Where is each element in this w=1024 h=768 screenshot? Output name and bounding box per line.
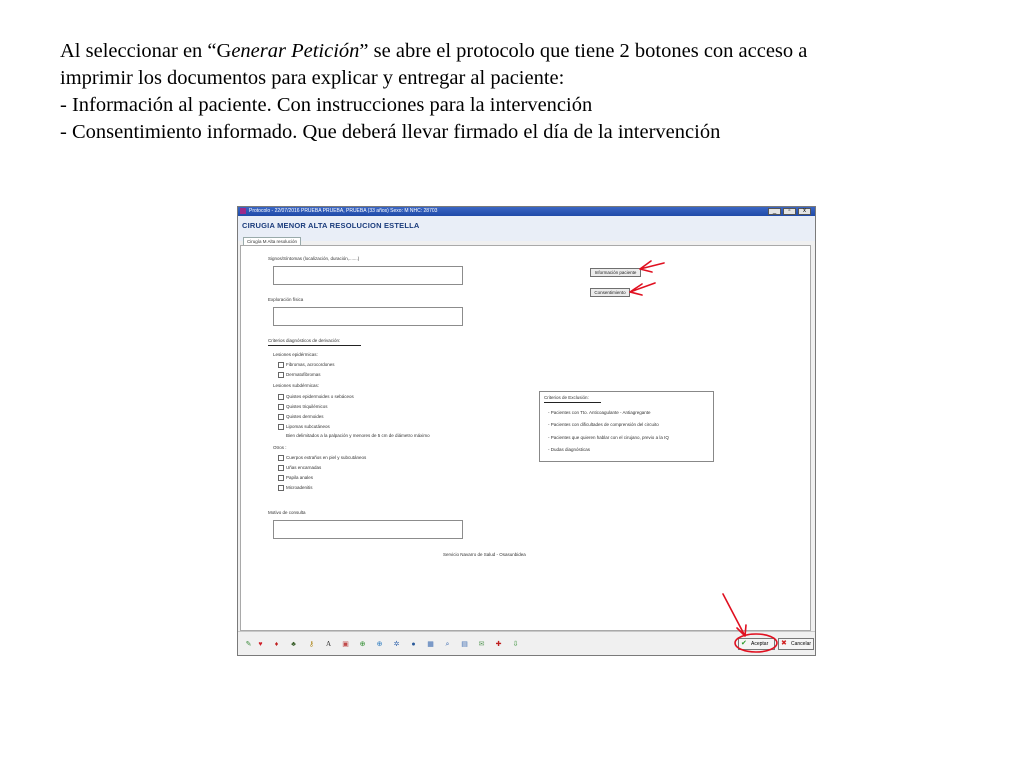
- item-fibromas: Fibromas, acrocordones: [286, 362, 335, 367]
- group-epidermicas: Lesiones epidérmicas:: [273, 352, 318, 357]
- exclusion-item: - Dudas diagnósticas: [548, 447, 591, 452]
- exploracion-input[interactable]: [273, 307, 463, 326]
- checkbox-lipomas[interactable]: [278, 424, 284, 430]
- heart-icon[interactable]: ♥: [258, 641, 263, 648]
- pencil-icon[interactable]: ✎: [245, 641, 252, 648]
- checkbox-dermatofibromas[interactable]: [278, 372, 284, 378]
- checkbox-quistes-dermoides[interactable]: [278, 414, 284, 420]
- checkbox-unas-encarnadas[interactable]: [278, 465, 284, 471]
- caption: [60, 38, 960, 146]
- tab-cirugia-menor[interactable]: Cirugía M Alta resolución: [243, 237, 301, 246]
- aceptar-label: Aceptar: [751, 641, 769, 647]
- title-bar[interactable]: [238, 207, 815, 216]
- app-icon: [240, 208, 246, 214]
- cancelar-button[interactable]: [778, 638, 814, 650]
- group-otros: Otros :: [273, 445, 287, 450]
- exclusion-item: - Pacientes que quieren hablar con el cirujano, previo a la IQ: [548, 435, 669, 440]
- export-icon[interactable]: ⇩: [512, 641, 519, 648]
- flag-icon[interactable]: ✚: [495, 641, 502, 648]
- exploracion-label: Exploración física: [268, 297, 304, 302]
- exclusion-box: [539, 391, 714, 462]
- edit-icon[interactable]: ▤: [461, 641, 468, 648]
- cross-icon: ✖: [781, 640, 787, 647]
- text-icon[interactable]: A: [325, 640, 332, 648]
- globe-icon[interactable]: ●: [411, 641, 416, 648]
- item-quistes-triquilemicos: Quistes triquilémicos: [286, 404, 328, 409]
- minimize-button[interactable]: _: [768, 208, 781, 215]
- item-lipomas: Lipomas subcutáneos: [286, 424, 330, 429]
- window-title: Protocolo - 22/07/2016 PRUEBA PRUEBA, PRUEBA (33 años) Sexo: M NHC: 28703: [249, 208, 438, 214]
- signos-label: Signos/Síntomas (localización, duración,.......): [268, 256, 360, 261]
- info-paciente-button[interactable]: Información paciente: [590, 268, 641, 277]
- signos-input[interactable]: [273, 266, 463, 285]
- checkbox-papila-anales[interactable]: [278, 475, 284, 481]
- add-icon[interactable]: ⊕: [376, 641, 383, 648]
- bookmark-icon[interactable]: ♦: [274, 641, 279, 648]
- caption-line-2: imprimir los documentos para explicar y entregar al paciente:: [60, 67, 565, 89]
- plus-icon[interactable]: ⊕: [359, 641, 366, 648]
- footer-text: Servicio Navarro de Salud - Osasunbidea: [443, 552, 526, 557]
- item-dermatofibromas: Dermatofibromas: [286, 372, 321, 377]
- consentimiento-button[interactable]: Consentimiento: [590, 288, 630, 297]
- motivo-input[interactable]: [273, 520, 463, 539]
- tool-icon[interactable]: ♣: [291, 641, 296, 648]
- checkbox-quistes-epidermoides[interactable]: [278, 394, 284, 400]
- caption-line-4: - Consentimiento informado. Que deberá llevar firmado el día de la intervención: [60, 121, 721, 143]
- caption-line-3: - Información al paciente. Con instrucciones para la intervención: [60, 94, 593, 116]
- criterios-underline: [268, 345, 361, 346]
- group-subdermicas: Lesiones subdérmicas:: [273, 383, 320, 388]
- aceptar-button[interactable]: [738, 638, 775, 650]
- item-cuerpos-extranos: Cuerpos extraños en piel y subcutáneos: [286, 455, 367, 460]
- zoom-icon[interactable]: ⌕: [445, 641, 450, 648]
- lipomas-note: Bien delimitados a la palpación y menores de 5 cm de diámetro máximo: [286, 433, 430, 438]
- form-panel: [240, 245, 811, 631]
- form-title: CIRUGIA MENOR ALTA RESOLUCION ESTELLA: [242, 221, 420, 230]
- bottom-toolbar: [238, 631, 815, 656]
- exclusion-underline: [544, 402, 601, 403]
- caption-line-1: Al seleccionar en “Generar Petición” se abre el protocolo que tiene 2 botones con acceso a: [60, 40, 808, 62]
- exclusion-item: - Pacientes con dificultades de comprensión del circuito: [548, 422, 659, 427]
- checkbox-fibromas[interactable]: [278, 362, 284, 368]
- note-icon[interactable]: ✉: [478, 641, 485, 648]
- image-icon[interactable]: ▣: [342, 641, 349, 648]
- exclusion-item: - Pacientes con Tto. Anticoagulante - Antiagregante: [548, 410, 651, 415]
- network-icon[interactable]: ✲: [393, 641, 400, 648]
- checkbox-cuerpos-extranos[interactable]: [278, 455, 284, 461]
- checkmark-icon: ✔: [741, 640, 747, 647]
- grid-icon[interactable]: ▦: [427, 641, 434, 648]
- item-unas-encarnadas: Uñas encarnadas: [286, 465, 322, 470]
- exclusion-title: Criterios de Exclusión:: [544, 395, 589, 400]
- protocol-window: [237, 206, 816, 656]
- item-papila-anales: Papila anales: [286, 475, 314, 480]
- cancelar-label: Cancelar: [791, 641, 812, 647]
- item-quistes-dermoides: Quistes dermoides: [286, 414, 324, 419]
- item-microadenitis: Microadenitis: [286, 485, 313, 490]
- item-quistes-epidermoides: Quistes epidermoides o sebáceos: [286, 394, 354, 399]
- close-button[interactable]: x: [798, 208, 811, 215]
- maximize-button[interactable]: ▫: [783, 208, 796, 215]
- criterios-label: Criterios diagnósticos de derivación:: [268, 338, 341, 343]
- checkbox-microadenitis[interactable]: [278, 485, 284, 491]
- key-icon[interactable]: ⚷: [308, 641, 315, 648]
- motivo-label: Motivo de consulta: [268, 510, 306, 515]
- checkbox-quistes-triquilemicos[interactable]: [278, 404, 284, 410]
